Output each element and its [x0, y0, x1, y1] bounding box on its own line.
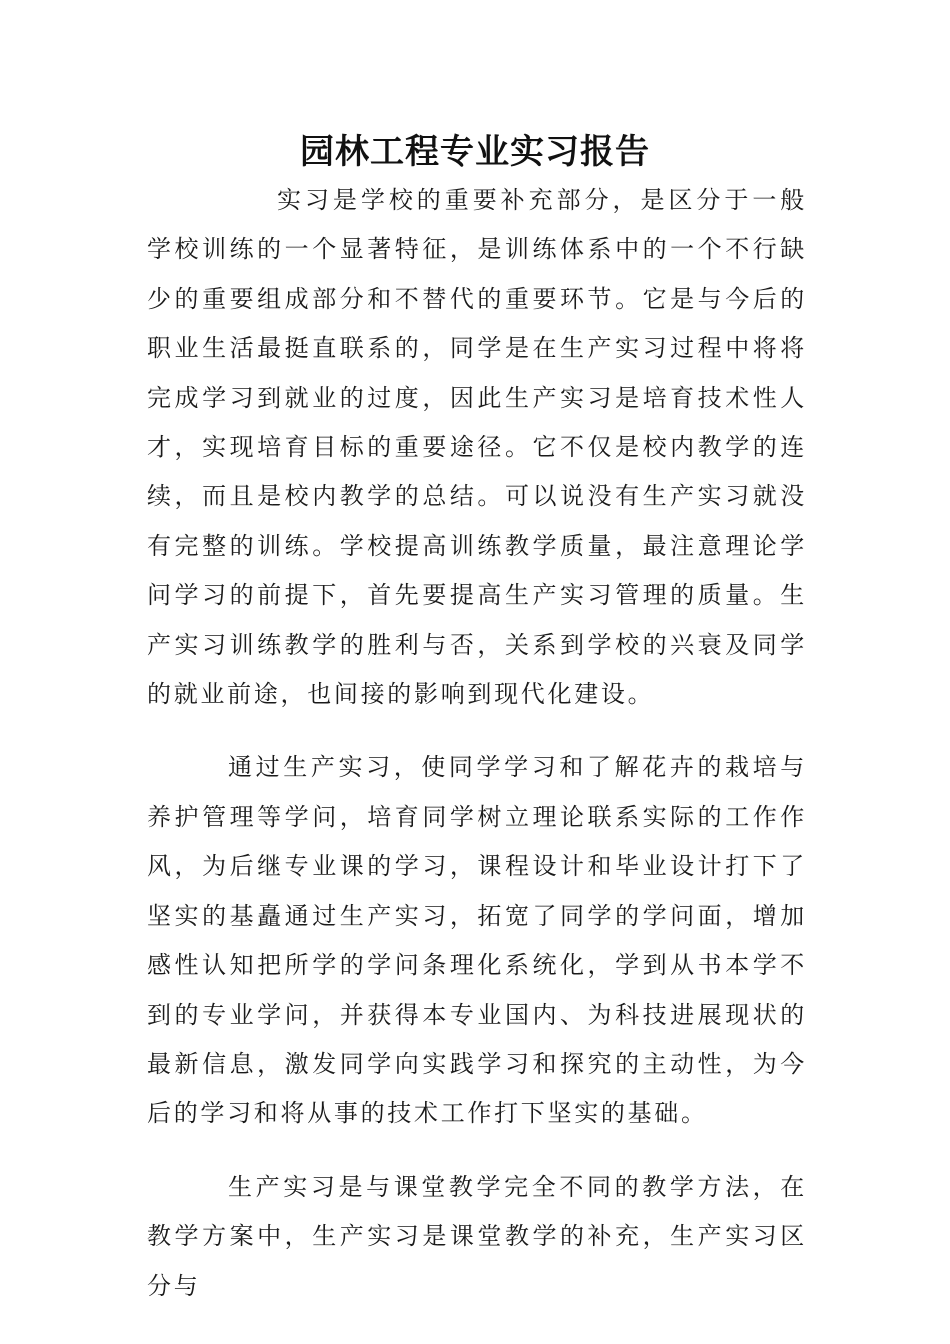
document-body — [147, 176, 807, 1311]
paragraph-3: 生产实习是与课堂教学完全不同的教学方法，在教学方案中，生产实习是课堂教学的补充，生产实习区分与 — [147, 1172, 807, 1300]
document-title: 园林工程专业实习报告 — [300, 132, 650, 172]
paragraph-1: 实习是学校的重要补充部分，是区分于一般学校训练的一个显著特征，是训练体系中的一个不行缺少的重要组成部分和不替代的重要环节。它是与今后的职业生活最挺直联系的，同学是在生产实习过程中将将完成学习到就业的过度，因此生产实习是培育技术性人才，实现培育目标的重要途径。它不仅是校内教学的连续，而且是校内教学的总结。可以说没有生产实习就没有完整的训练。学校提高训练教学质量，最注意理论学问学习的前提下，首先要提高生产实习管理的质量。生产实习训练教学的胜利与否，关系到学校的兴衰及同学的就业前途，也间接的影响到现代化建设。 — [147, 186, 807, 709]
paragraph-2: 通过生产实习，使同学学习和了解花卉的栽培与养护管理等学问，培育同学树立理论联系实际的工作作风，为后继专业课的学习，课程设计和毕业设计打下了坚实的基矗通过生产实习，拓宽了同学的学问面，增加感性认知把所学的学问条理化系统化，学到从书本学不到的专业学问，并获得本专业国内、为科技进展现状的最新信息，激发同学向实践学习和探究的主动性，为今后的学习和将从事的技术工作打下坚实的基础。 — [147, 753, 807, 1128]
